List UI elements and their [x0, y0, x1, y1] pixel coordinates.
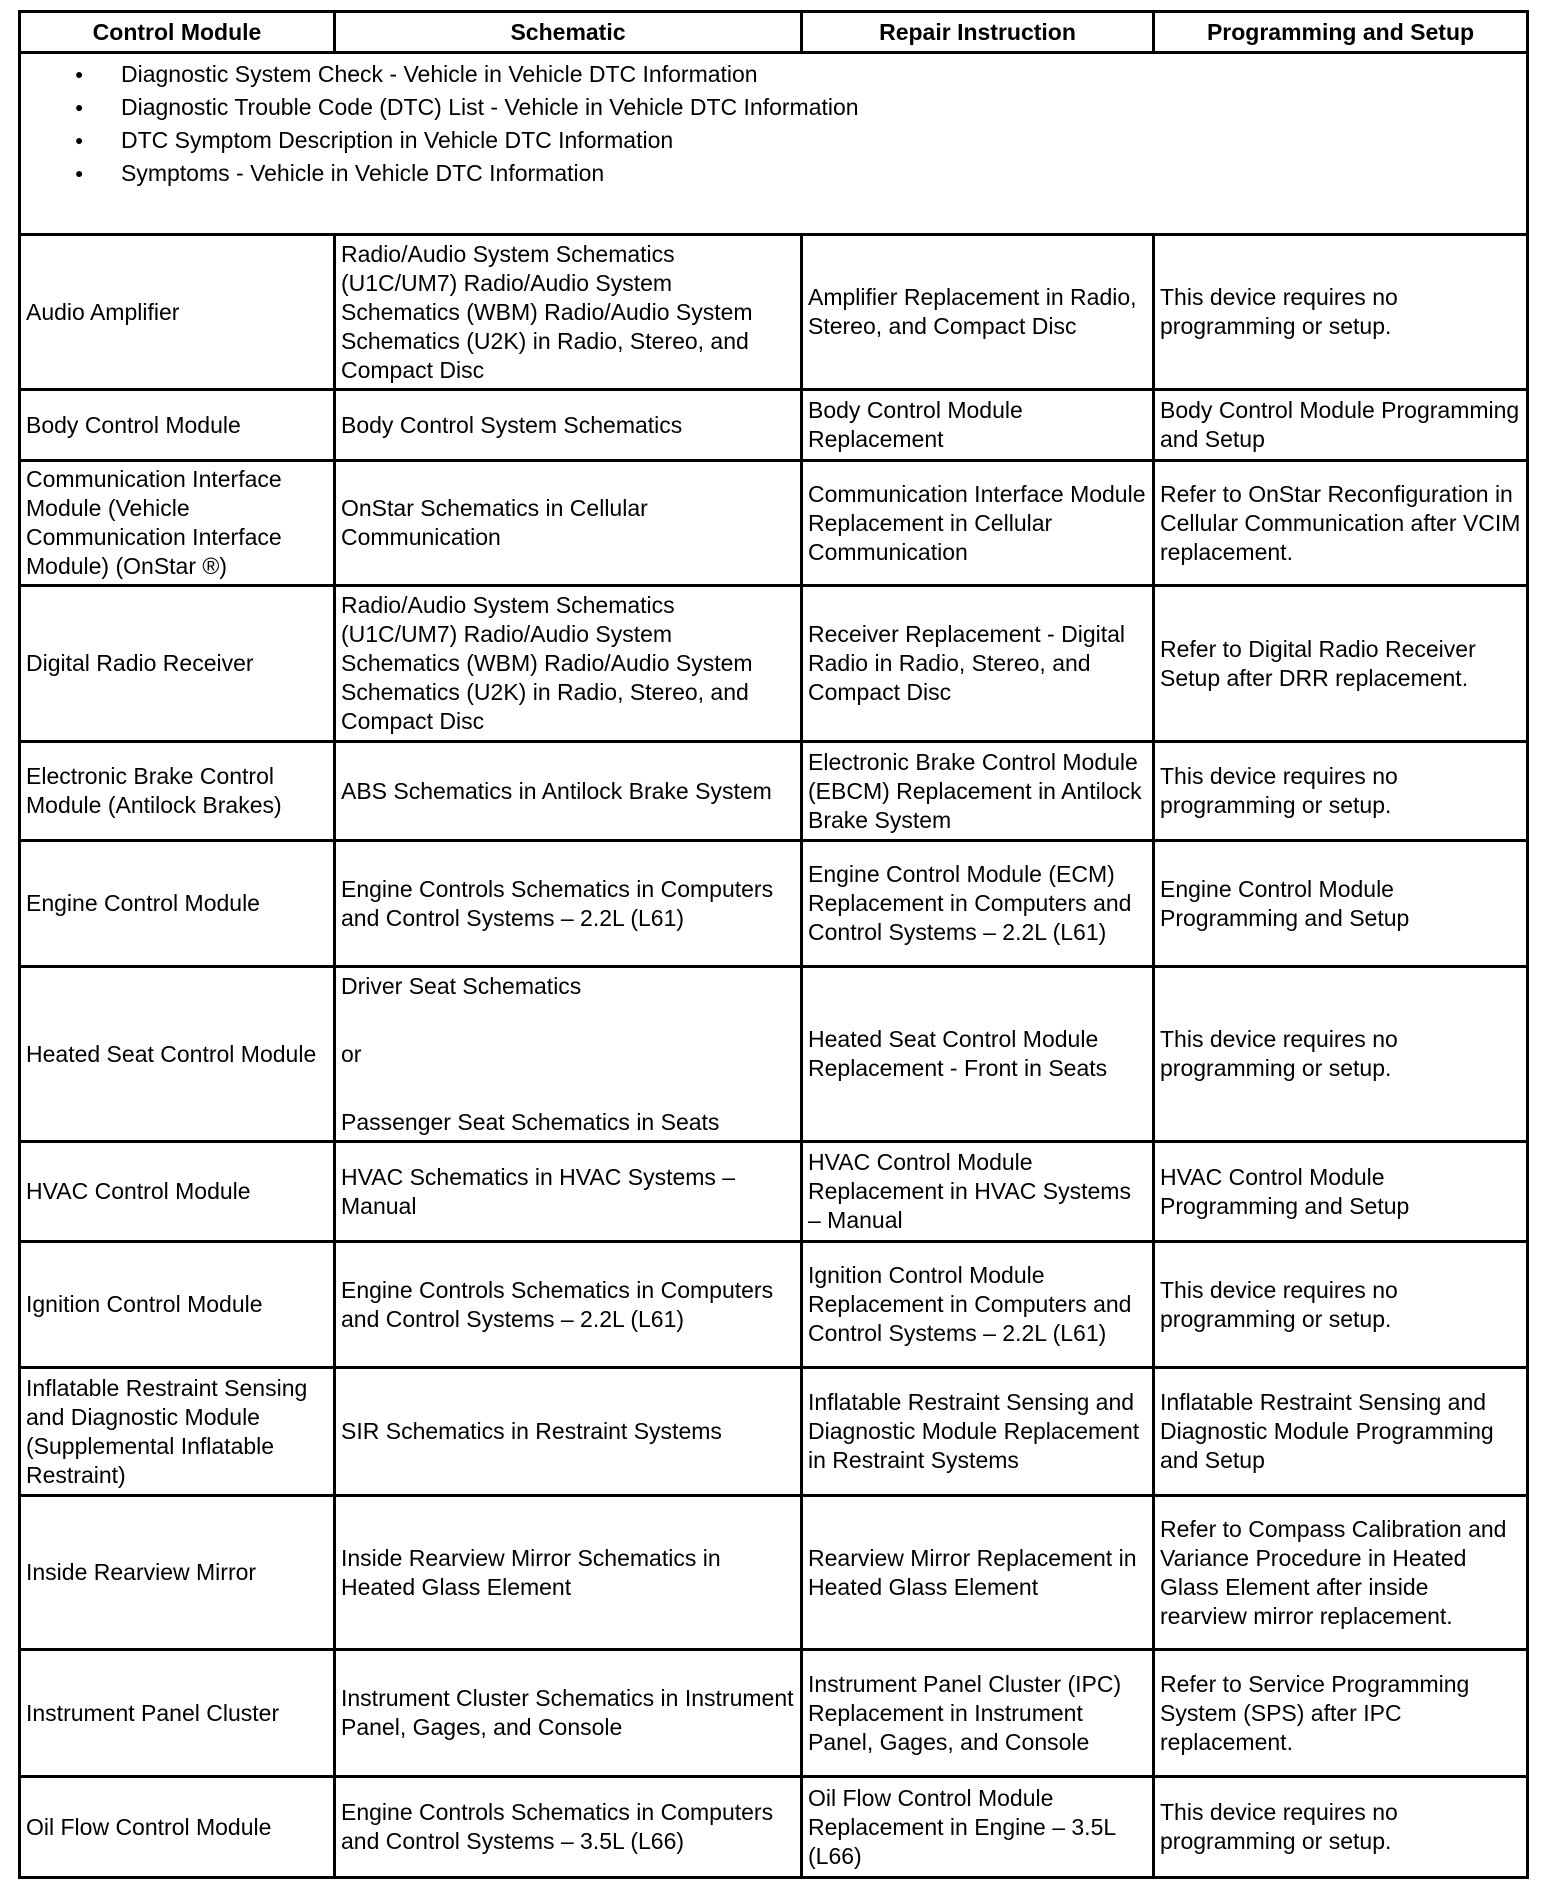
- schematic-cell: [335, 967, 802, 1142]
- diagnostic-links-row: [20, 53, 1528, 235]
- repair-cell: Ignition Control Module Replacement in Computers and Control Systems – 2.2L (L61): [802, 1242, 1154, 1368]
- module-cell: Engine Control Module: [20, 841, 335, 967]
- programming-cell: HVAC Control Module Programming and Setup: [1154, 1142, 1528, 1242]
- programming-cell: Refer to Service Programming System (SPS) after IPC replacement.: [1154, 1650, 1528, 1777]
- repair-cell: Heated Seat Control Module Replacement - Front in Seats: [802, 967, 1154, 1142]
- programming-cell: This device requires no programming or setup.: [1154, 1242, 1528, 1368]
- table-row: [20, 390, 1528, 461]
- module-cell: Heated Seat Control Module: [20, 967, 335, 1142]
- repair-cell: Communication Interface Module Replacement in Cellular Communication: [802, 461, 1154, 586]
- schematic-cell: Instrument Cluster Schematics in Instrument Panel, Gages, and Console: [335, 1650, 802, 1777]
- programming-cell: This device requires no programming or setup.: [1154, 967, 1528, 1142]
- spacer: [341, 1001, 795, 1040]
- schematic-option: Driver Seat Schematics: [341, 972, 582, 999]
- module-cell: Inside Rearview Mirror: [20, 1496, 335, 1650]
- schematic-cell: ABS Schematics in Antilock Brake System: [335, 742, 802, 841]
- programming-cell: Refer to Compass Calibration and Variance Procedure in Heated Glass Element after inside rearview mirror replacement.: [1154, 1496, 1528, 1650]
- table-row: [20, 235, 1528, 390]
- module-cell: Instrument Panel Cluster: [20, 1650, 335, 1777]
- repair-cell: Rearview Mirror Replacement in Heated Glass Element: [802, 1496, 1154, 1650]
- header-programming-setup: Programming and Setup: [1154, 12, 1528, 53]
- diagnostic-links-list: [21, 60, 1526, 192]
- schematic-cell: SIR Schematics in Restraint Systems: [335, 1368, 802, 1496]
- schematic-cell: Body Control System Schematics: [335, 390, 802, 461]
- repair-cell: Engine Control Module (ECM) Replacement in Computers and Control Systems – 2.2L (L61): [802, 841, 1154, 967]
- programming-cell: Refer to Digital Radio Receiver Setup after DRR replacement.: [1154, 586, 1528, 742]
- programming-cell: Engine Control Module Programming and Setup: [1154, 841, 1528, 967]
- programming-cell: Inflatable Restraint Sensing and Diagnostic Module Programming and Setup: [1154, 1368, 1528, 1496]
- repair-cell: Inflatable Restraint Sensing and Diagnostic Module Replacement in Restraint Systems: [802, 1368, 1154, 1496]
- module-cell: Electronic Brake Control Module (Antilock Brakes): [20, 742, 335, 841]
- module-cell: Ignition Control Module: [20, 1242, 335, 1368]
- repair-cell: Receiver Replacement - Digital Radio in Radio, Stereo, and Compact Disc: [802, 586, 1154, 742]
- header-control-module: Control Module: [20, 12, 335, 53]
- repair-cell: HVAC Control Module Replacement in HVAC Systems – Manual: [802, 1142, 1154, 1242]
- diagnostic-link[interactable]: ● DTC Symptom Description in Vehicle DTC Information: [121, 126, 1526, 159]
- repair-cell: Oil Flow Control Module Replacement in Engine – 3.5L (L66): [802, 1777, 1154, 1878]
- schematic-option: or: [341, 1040, 362, 1067]
- header-repair-instruction: Repair Instruction: [802, 12, 1154, 53]
- module-cell: HVAC Control Module: [20, 1142, 335, 1242]
- schematic-option: Passenger Seat Schematics in Seats: [341, 1108, 720, 1135]
- table-row: [20, 967, 1528, 1142]
- schematic-cell: Engine Controls Schematics in Computers and Control Systems – 2.2L (L61): [335, 841, 802, 967]
- programming-cell: This device requires no programming or setup.: [1154, 1777, 1528, 1878]
- control-module-table: [18, 10, 1529, 1879]
- module-cell: Communication Interface Module (Vehicle Communication Interface Module) (OnStar ®): [20, 461, 335, 586]
- programming-cell: This device requires no programming or setup.: [1154, 742, 1528, 841]
- programming-cell: Body Control Module Programming and Setup: [1154, 390, 1528, 461]
- schematic-cell: Radio/Audio System Schematics (U1C/UM7) Radio/Audio System Schematics (WBM) Radio/Audio System Schematics (U2K) in Radio, Stereo, and Compact Disc: [335, 586, 802, 742]
- programming-cell: Refer to OnStar Reconfiguration in Cellular Communication after VCIM replacement.: [1154, 461, 1528, 586]
- schematic-cell: Radio/Audio System Schematics (U1C/UM7) Radio/Audio System Schematics (WBM) Radio/Audio System Schematics (U2K) in Radio, Stereo, and Compact Disc: [335, 235, 802, 390]
- header-row: [20, 12, 1528, 53]
- table-row: [20, 586, 1528, 742]
- table-row: [20, 461, 1528, 586]
- repair-cell: Electronic Brake Control Module (EBCM) Replacement in Antilock Brake System: [802, 742, 1154, 841]
- module-cell: Inflatable Restraint Sensing and Diagnostic Module (Supplemental Inflatable Restraint): [20, 1368, 335, 1496]
- table-row: [20, 841, 1528, 967]
- repair-cell: Amplifier Replacement in Radio, Stereo, and Compact Disc: [802, 235, 1154, 390]
- programming-cell: This device requires no programming or setup.: [1154, 235, 1528, 390]
- schematic-cell: HVAC Schematics in HVAC Systems – Manual: [335, 1142, 802, 1242]
- module-cell: Oil Flow Control Module: [20, 1777, 335, 1878]
- repair-cell: Instrument Panel Cluster (IPC) Replacement in Instrument Panel, Gages, and Console: [802, 1650, 1154, 1777]
- diagnostic-link[interactable]: ● Symptoms - Vehicle in Vehicle DTC Information: [121, 159, 1526, 192]
- table-row: [20, 1242, 1528, 1368]
- table-row: [20, 1777, 1528, 1878]
- table-row: [20, 1368, 1528, 1496]
- diagnostic-link[interactable]: ● Diagnostic System Check - Vehicle in Vehicle DTC Information: [121, 60, 1526, 93]
- table-row: [20, 1142, 1528, 1242]
- repair-cell: Body Control Module Replacement: [802, 390, 1154, 461]
- table-row: [20, 1650, 1528, 1777]
- header-schematic: Schematic: [335, 12, 802, 53]
- module-cell: Audio Amplifier: [20, 235, 335, 390]
- table-row: [20, 1496, 1528, 1650]
- table-row: [20, 742, 1528, 841]
- schematic-cell: Engine Controls Schematics in Computers and Control Systems – 2.2L (L61): [335, 1242, 802, 1368]
- module-cell: Digital Radio Receiver: [20, 586, 335, 742]
- spacer: [341, 1069, 795, 1108]
- module-cell: Body Control Module: [20, 390, 335, 461]
- schematic-cell: Inside Rearview Mirror Schematics in Heated Glass Element: [335, 1496, 802, 1650]
- diagnostic-link[interactable]: ● Diagnostic Trouble Code (DTC) List - Vehicle in Vehicle DTC Information: [121, 93, 1526, 126]
- schematic-cell: OnStar Schematics in Cellular Communication: [335, 461, 802, 586]
- schematic-cell: Engine Controls Schematics in Computers and Control Systems – 3.5L (L66): [335, 1777, 802, 1878]
